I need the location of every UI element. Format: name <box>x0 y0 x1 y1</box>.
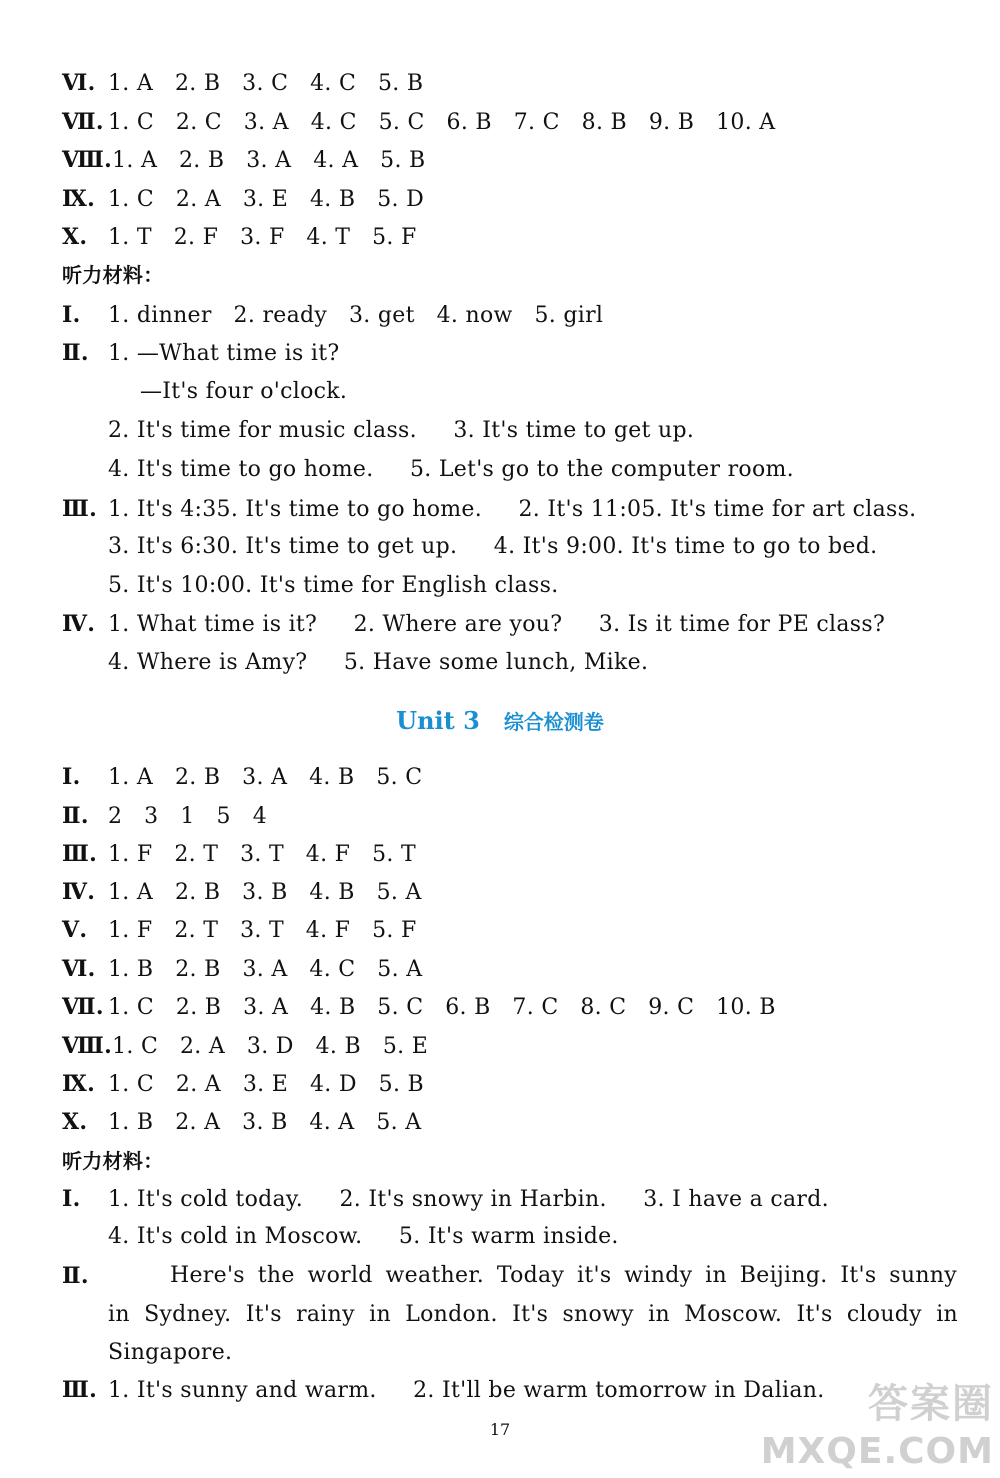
listening-row: 5. It's 10:00. It's time for English class. <box>108 573 559 598</box>
listening-paragraph-line: in Sydney. It's rainy in London. It's snowy in Moscow. It's cloudy in <box>108 1302 958 1327</box>
listening-row: Ⅰ. 1. It's cold today. 2. It's snowy in Harbin. 3. I have a card. <box>62 1186 829 1212</box>
answer-row: Ⅶ. 1. C 2. B 3. A 4. B 5. C 6. B 7. C 8. C 9. C 10. B <box>62 994 776 1020</box>
answer-row: Ⅹ. 1. B 2. A 3. B 4. A 5. A <box>62 1109 422 1135</box>
answer-row: Ⅶ. 1. C 2. C 3. A 4. C 5. C 6. B 7. C 8. B 9. B 10. A <box>62 109 776 135</box>
answer-row: Ⅵ. 1. A 2. B 3. C 4. C 5. B <box>62 70 424 96</box>
answer-row: Ⅸ. 1. C 2. A 3. E 4. B 5. D <box>62 186 425 212</box>
watermark-text: 答案圈 <box>868 1381 994 1427</box>
answer-row: Ⅷ.1. C 2. A 3. D 4. B 5. E <box>62 1033 429 1059</box>
listening-heading: 听力材料： <box>62 263 164 287</box>
listening-row: 2. It's time for music class. 3. It's time to get up. <box>108 418 695 443</box>
listening-row: Ⅱ. 1. —What time is it? <box>62 340 340 366</box>
answer-row: Ⅱ. 2 3 1 5 4 <box>62 803 268 829</box>
answer-row: Ⅸ. 1. C 2. A 3. E 4. D 5. B <box>62 1071 425 1097</box>
listening-row: 3. It's 6:30. It's time to get up. 4. It's 9:00. It's time to go to bed. <box>108 534 878 559</box>
listening-row: Ⅲ. 1. It's sunny and warm. 2. It'll be warm tomorrow in Dalian. <box>62 1377 825 1403</box>
unit-title: Unit 3 综合检测卷 <box>396 706 604 735</box>
listening-row: —It's four o'clock. <box>140 379 348 404</box>
listening-heading: 听力材料： <box>62 1149 164 1173</box>
answer-row: Ⅵ. 1. B 2. B 3. A 4. C 5. A <box>62 956 423 982</box>
answer-row: Ⅹ. 1. T 2. F 3. F 4. T 5. F <box>62 224 417 250</box>
watermark-url: MXQE.COM <box>760 1431 994 1472</box>
answer-row: Ⅰ. 1. A 2. B 3. A 4. B 5. C <box>62 764 423 790</box>
listening-row: 4. It's cold in Moscow. 5. It's warm inside. <box>108 1224 619 1249</box>
listening-row: Ⅲ. 1. It's 4:35. It's time to go home. 2. It's 11:05. It's time for art class. <box>62 496 917 522</box>
answer-row: Ⅴ. 1. F 2. T 3. T 4. F 5. F <box>62 917 417 943</box>
answer-row: Ⅳ. 1. A 2. B 3. B 4. B 5. A <box>62 879 422 905</box>
listening-row: Ⅰ. 1. dinner 2. ready 3. get 4. now 5. girl <box>62 302 604 328</box>
listening-paragraph-line: Singapore. <box>108 1340 233 1365</box>
answer-row: Ⅲ. 1. F 2. T 3. T 4. F 5. T <box>62 841 416 867</box>
listening-paragraph-line: Here's the world weather. Today it's windy in Beijing. It's sunny <box>170 1263 957 1288</box>
listening-row: 4. Where is Amy? 5. Have some lunch, Mike. <box>108 650 649 675</box>
answer-row: Ⅷ.1. A 2. B 3. A 4. A 5. B <box>62 147 426 173</box>
watermark-logo <box>760 1372 994 1472</box>
listening-row: 4. It's time to go home. 5. Let's go to the computer room. <box>108 457 794 482</box>
listening-label: Ⅱ. <box>62 1263 89 1289</box>
listening-row: Ⅳ. 1. What time is it? 2. Where are you? 3. Is it time for PE class? <box>62 611 886 637</box>
page-number: 17 <box>489 1420 511 1439</box>
